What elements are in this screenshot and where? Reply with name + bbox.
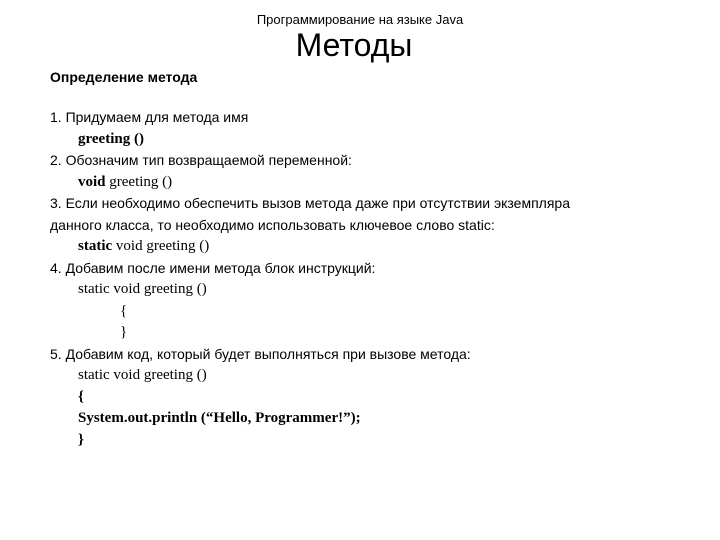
- step-3-code-rest: void greeting (): [112, 238, 210, 254]
- step-5-code: static void greeting (): [78, 367, 207, 383]
- step-4-text: 4. Добавим после имени метода блок инструкций:: [50, 259, 376, 276]
- step-3-code-keyword: static: [78, 238, 113, 254]
- step-2-code-rest: greeting (): [105, 173, 173, 190]
- section-heading: Определение метода: [50, 69, 198, 85]
- step-4-code: static void greeting (): [78, 281, 207, 297]
- step-5-text: 5. Добавим код, который будет выполняться при вызове метода:: [50, 345, 471, 362]
- step-4-open-brace: {: [120, 302, 128, 319]
- step-5-open-brace: {: [78, 388, 84, 405]
- step-5-code-body: System.out.println (“Hello, Programmer!”);: [78, 410, 361, 426]
- step-4-close-brace: }: [120, 324, 128, 340]
- step-2-text: 2. Обозначим тип возвращаемой переменной:: [50, 152, 352, 168]
- step-3-text-line-1: 3. Если необходимо обеспечить вызов метода даже при отсутствии экземпляра: [50, 195, 570, 211]
- step-2-code-keyword: void: [78, 173, 106, 190]
- slide-subtitle: Программирование на языке Java: [256, 12, 464, 27]
- slide-title: Методы: [295, 27, 413, 63]
- step-2-code: [50, 172, 690, 194]
- step-1-text: 1. Придумаем для метода имя: [50, 109, 249, 125]
- step-1-code: greeting (): [78, 130, 144, 147]
- step-3-code: [50, 236, 690, 258]
- slide-body: [50, 107, 690, 451]
- step-3-text-line-2: данного класса, то необходимо использовать ключевое слово static:: [50, 216, 495, 233]
- step-5-close-brace: }: [78, 431, 84, 448]
